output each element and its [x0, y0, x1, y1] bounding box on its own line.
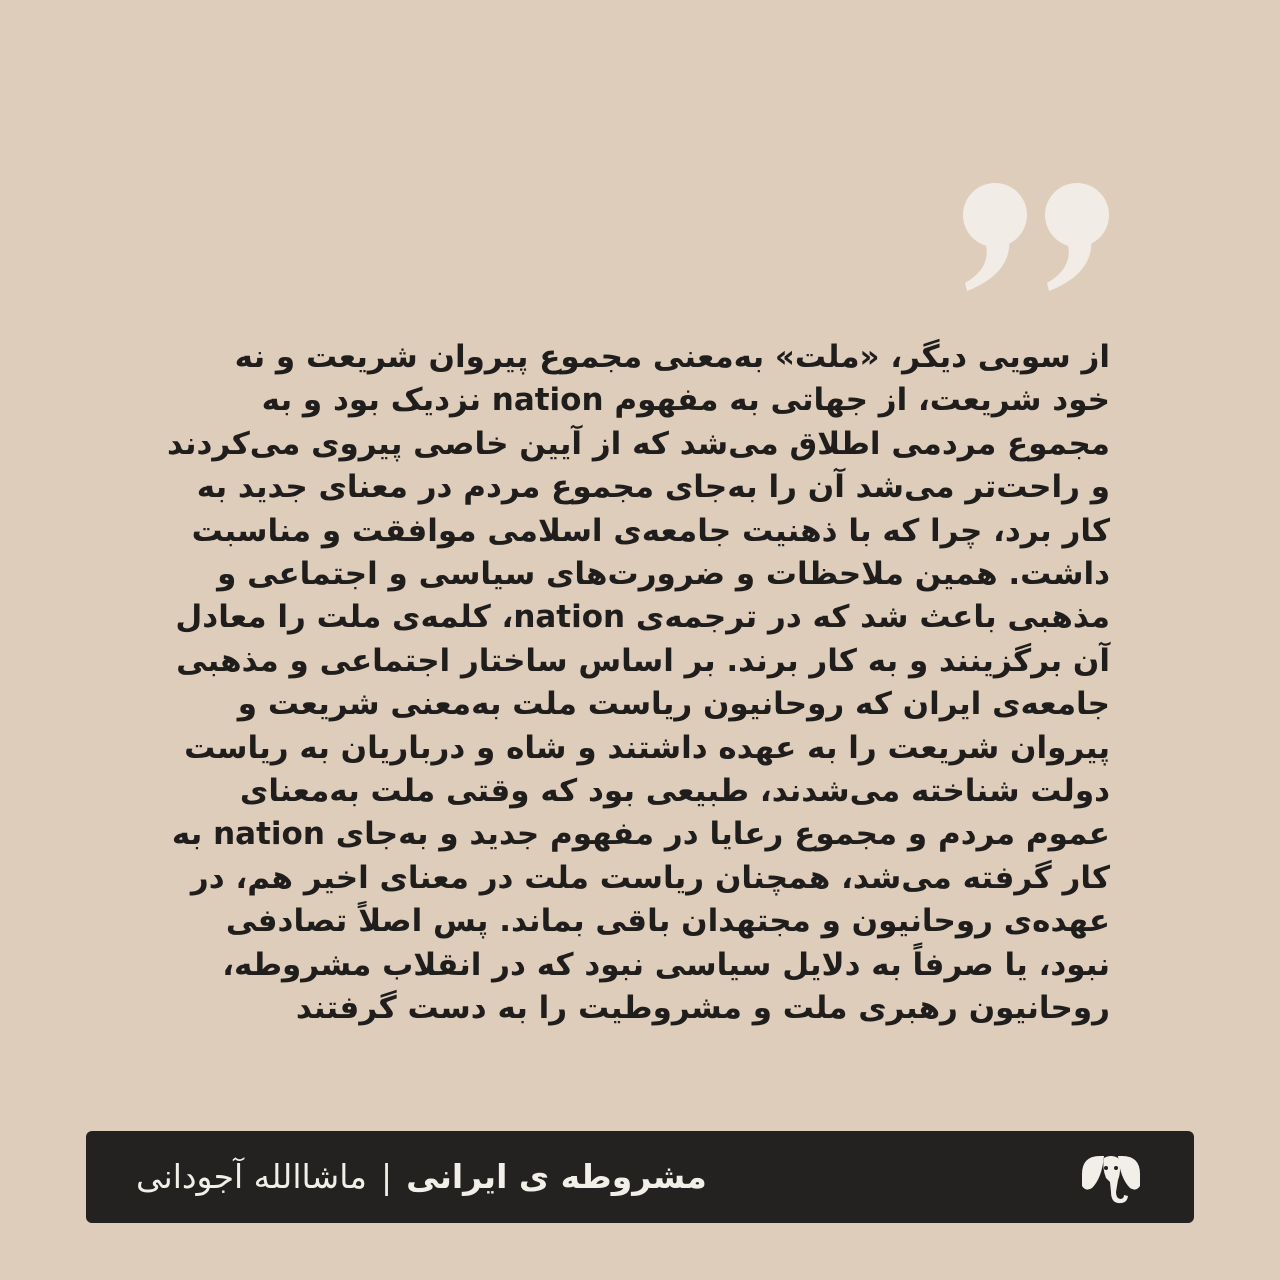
- quote-text: [166, 336, 1110, 1031]
- elephant-icon: [1078, 1152, 1144, 1204]
- quote-line: مجموع مردمی اطلاق می‌شد که از آیین خاصی پیروی می‌کردند: [166, 425, 1110, 462]
- quote-line: کار برد، چرا که با ذهنیت جامعه‌ی اسلامی موافقت و مناسبت: [191, 512, 1110, 549]
- quote-line: داشت. همین ملاحظات و ضرورت‌های سیاسی و اجتماعی و: [217, 556, 1110, 593]
- footer-bar: [86, 1131, 1194, 1223]
- closing-quote-icon: [955, 175, 1120, 300]
- quote-line: عموم مردم و مجموع رعایا در مفهوم جدید و به‌جای nation به: [171, 816, 1110, 853]
- quote-line: روحانیون رهبری ملت و مشروطیت را به دست گرفتند: [295, 990, 1110, 1027]
- book-title: مشروطه ی ایرانی: [406, 1157, 707, 1196]
- separator: |: [380, 1157, 393, 1196]
- footer-credit: [136, 1131, 707, 1223]
- quote-line: از سویی دیگر، «ملت» به‌معنی مجموع پیروان شریعت و نه: [234, 339, 1110, 375]
- quote-line: پیروان شریعت را به عهده داشتند و شاه و درباریان به ریاست: [184, 729, 1110, 766]
- quote-line: مذهبی باعث شد که در ترجمه‌ی nation، کلمه‌ی ملت را معادل: [175, 599, 1110, 636]
- quote-line: کار گرفته می‌شد، همچنان ریاست ملت در معنای اخیر هم، در: [190, 859, 1110, 896]
- author-name: ماشاالله آجودانی: [136, 1157, 367, 1196]
- quote-line: نبود، یا صرفاً به دلایل سیاسی نبود که در انقلاب مشروطه،: [222, 946, 1110, 983]
- quote-line: دولت شناخته می‌شدند، طبیعی بود که وقتی ملت به‌معنای: [239, 773, 1110, 810]
- quote-line: و راحت‌تر می‌شد آن را به‌جای مجموع مردم در معنای جدید به: [196, 469, 1110, 506]
- quote-line: جامعه‌ی ایران که روحانیون ریاست ملت به‌معنی شریعت و: [237, 686, 1110, 723]
- quote-line: آن برگزینند و به کار برند. بر اساس ساختار اجتماعی و مذهبی: [176, 642, 1110, 679]
- quote-line: خود شریعت، از جهاتی به مفهوم nation نزدیک بود و به: [261, 382, 1110, 419]
- quote-line: عهده‌ی روحانیون و مجتهدان باقی بماند. پس اصلاً تصادفی: [225, 903, 1110, 940]
